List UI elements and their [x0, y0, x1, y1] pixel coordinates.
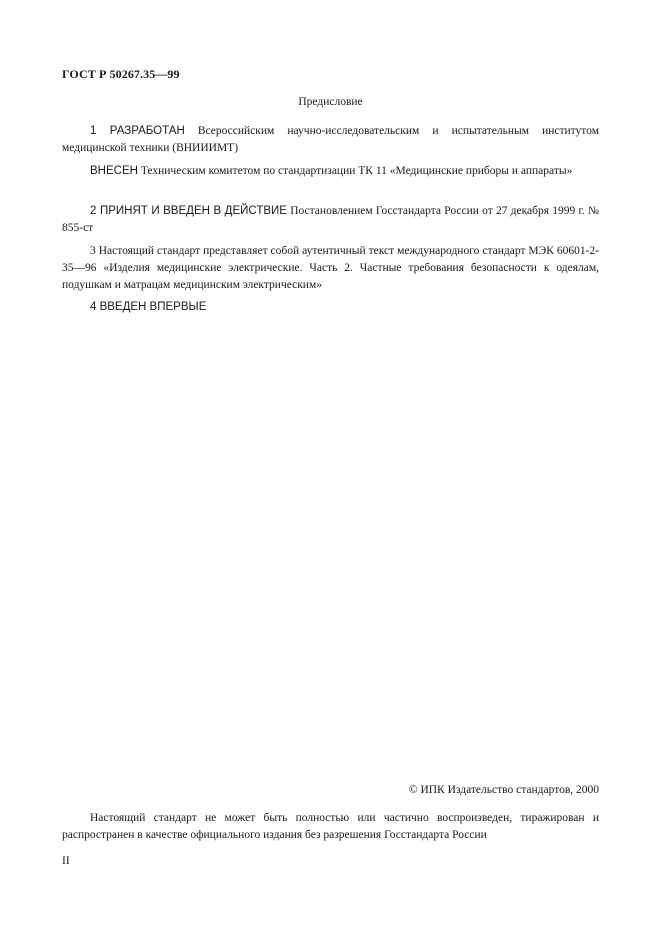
paragraph-lead: 2 ПРИНЯТ И ВВЕДЕН В ДЕЙСТВИЕ: [90, 205, 287, 217]
paragraph-text: Постановлением Госстандарта России от 27 декабря 1999 г. № 855-ст: [62, 205, 599, 234]
preface-title: Предисловие: [298, 96, 363, 108]
paragraph-text: 3 Настоящий стандарт представляет собой аутентичный текст международного стандарт МЭК 60601-2-35—96 «Изделия медицинские электрические. Часть 2. Частные требования безопасности к одеялам, подушкам и матрацам медицинским электрическим»: [62, 245, 599, 291]
paragraph-lead: 4 ВВЕДЕН ВПЕРВЫЕ: [90, 301, 207, 313]
preface-paragraph-1: [62, 123, 599, 157]
preface-paragraph-5: [62, 299, 599, 316]
page-number: II: [62, 855, 70, 867]
paragraph-text: Техническим комитетом по стандартизации ТК 11 «Медицинские приборы и аппараты»: [137, 165, 573, 177]
reproduction-notice: Настоящий стандарт не может быть полностью или частично воспроизведен, тиражирован и распространен в качестве официального издания без разрешения Госстандарта России: [62, 812, 599, 841]
copyright-notice: © ИПК Издательство стандартов, 2000: [408, 784, 599, 796]
paragraph-lead: ВНЕСЕН: [90, 165, 138, 177]
document-code: ГОСТ Р 50267.35—99: [62, 67, 180, 81]
paragraph-lead: 1 РАЗРАБОТАН: [90, 125, 185, 137]
preface-paragraph-2: [62, 163, 599, 180]
preface-paragraph-4: [62, 243, 599, 294]
preface-paragraph-3: [62, 203, 599, 237]
paragraph-text: Всероссийским научно-исследовательским и испытательным институтом медицинской техники (ВНИИИМТ): [62, 125, 599, 154]
